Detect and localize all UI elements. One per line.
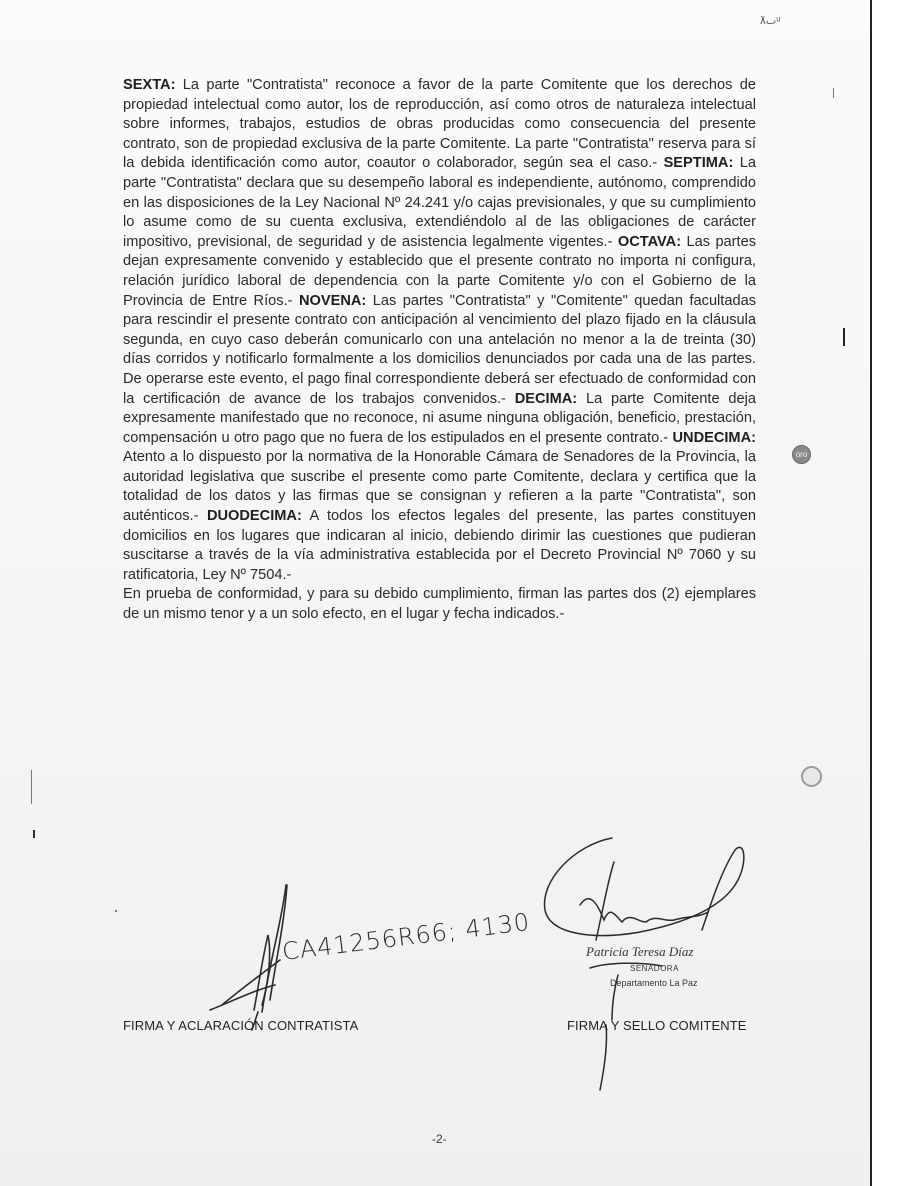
clause-novena-title: NOVENA: [298,292,367,309]
clause-duodecima-text: A todos los efectos legales del presente, las partes constituyen domicilios en los lugares que indicaran al inicio, debiendo dirimir las cuestiones que pudieran suscitarse a través de la vía administrativa establecida por el Decreto Provincial Nº 7060 y su ratificatoria, Ley Nº 7504.- [123,508,757,583]
clause-undecima-title: UNDECIMA: [672,429,756,446]
clause-decima-text: La parte Comitente deja expresamente manifestado que no reconoce, ni asume ninguna obligación, beneficio, prestación, compensación u otro pago que no fuera de los estipulados en el presente contrato.- [123,390,756,446]
stamp-department: Departamento La Paz [610,978,698,988]
page-number: -2- [432,1132,447,1146]
clause-novena-text: Las partes "Contratista" y "Comitente" quedan facultadas para rescindir el presente contrato con anticipación al vencimiento del plazo fijado en la cláusula segunda, en cuyo caso deberán comunicarlo con una antelación no menor a la de treinta (30) días corridos y notificarlo formalmente a los domicilios denunciados por cada una de las partes. De operarse este evento, el pago final correspondiente deberá ser efectuado de conformidad con la certificación de avance de los trabajos convenidos.- [123,292,757,407]
corner-mark: ٓٮ٨ᵘ [760,15,782,27]
stamp-role: SENADORA [630,964,679,973]
clause-septima-text: La parte "Contratista" declara que su desempeño laboral es independiente, autónomo, comprendido en las disposiciones de la Ley Nacional Nº 24.241 y/o cajas previsionales, y que su cumplimiento lo asume como de su cuenta exclusiva, extendiéndolo al de las obligaciones de carácter impositivo, previsional, de seguridad y de asistencia legalmente vigentes.- [123,155,756,250]
closing-paragraph: En prueba de conformidad, y para su debido cumplimiento, firman las partes dos (2) ejemplares de un mismo tenor y a un solo efecto, en el lugar y fecha indicados.- [123,586,756,623]
clause-octava-title: OCTAVA: [617,233,682,250]
scan-margin [872,0,906,1186]
contratista-handwritten-id: CA41256R66; 4130 [280,907,532,966]
clause-sexta-text: La parte "Contratista" reconoce a favor de la parte Comitente que los derechos de propiedad intelectual como autor, los de reproducción, así como otros de naturaleza intelectual sobre informes, trabajos, estudios de obras producidas como consecuencia del presente contrato, son de propiedad exclusiva de la parte Comitente. La parte "Contratista" reserva para sí la debida identificación como autor, coautor o colaborador, según sea el caso.- [123,77,756,172]
seal-mark: oro [792,445,811,464]
clause-decima-title: DECIMA: [514,390,578,407]
comitente-signature-label: FIRMA Y SELLO COMITENTE [567,1018,747,1033]
clause-undecima-text: Atento a lo dispuesto por la normativa de la Honorable Cámara de Senadores de la Provincia, la autoridad legislativa que suscribe el presente como parte Comitente, declara y certifica que la totalidad de los datos y las firmas que se consignan y refieren a la parte "Contratista", son auténticos.- [123,449,756,525]
contratista-signature-label: FIRMA Y ACLARACIÓN CONTRATISTA [123,1018,359,1033]
clause-octava-text: Las partes dejan expresamente convenido y establecido que el presente contrato no importa ni configura, relación jurídico laboral de dependencia con la parte Comitente y/o con el Gobierno de la Provincia de Entre Ríos.- [123,233,757,309]
stamp-name: Patricia Teresa Díaz [586,944,694,959]
clause-duodecima-title: DUODECIMA: [206,508,302,525]
clause-septima-title: SEPTIMA: [663,155,734,172]
clause-sexta-title: SEXTA: [123,77,176,93]
contratista-signature [210,885,287,1030]
